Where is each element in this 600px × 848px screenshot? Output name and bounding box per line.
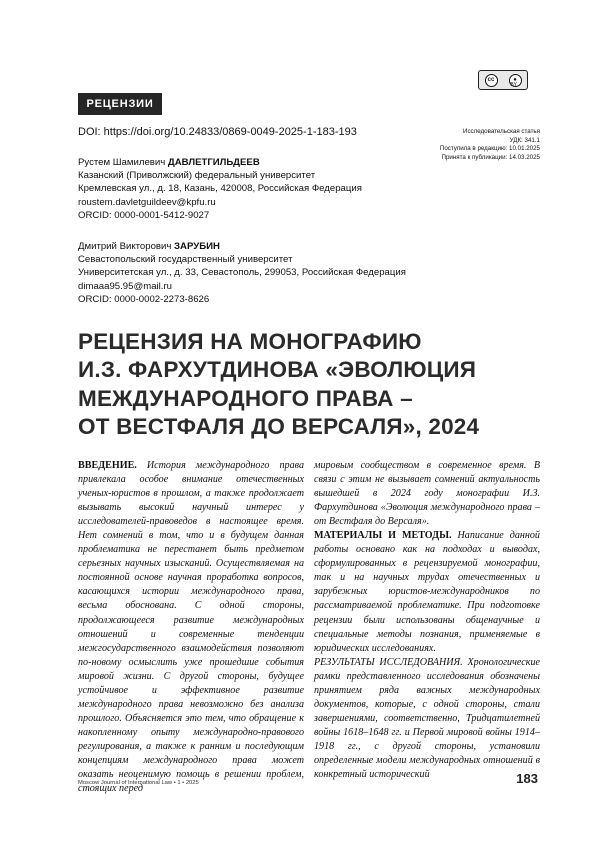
section-heading: ВВЕДЕНИЕ. [78, 460, 137, 471]
received-date: Поступила в редакцию: 10.01.2025 [439, 145, 540, 153]
body-column-right [314, 459, 540, 782]
author-address: Университетская ул., д. 33, Севастополь, 299053, Российская Федерация [78, 267, 406, 279]
article-title [78, 328, 479, 442]
author-name: Рустем Шамилевич ДАВЛЕТГИЛЬДЕЕВ [78, 157, 260, 168]
cc-label: cc [485, 74, 498, 87]
doi-link[interactable]: DOI: https://doi.org/10.24833/0869-0049-2025-1-183-193 [78, 126, 357, 138]
author-block [78, 156, 362, 222]
cc-by-icon [478, 70, 528, 90]
accepted-date: Принята к публикации: 14.03.2025 [441, 153, 540, 161]
page-number: 183 [516, 771, 538, 786]
author-email[interactable]: roustem.davletguildeev@kpfu.ru [78, 196, 216, 208]
udk: УДК: 341.1 [509, 136, 540, 144]
author-orcid[interactable]: ORCID: 0000-0002-2273-8626 [78, 293, 210, 305]
author-org: Севастопольский государственный университет [78, 254, 293, 266]
section-badge: РЕЦЕНЗИИ [78, 93, 162, 115]
paragraph: мировым сообществом в современное время. В связи с этим не вызывает сомнений актуальность вышедшей в 2024 году монографии И.З. Фархутдинова «Эволюция международного права – от Вестфаля до Версаля». [314, 460, 540, 528]
author-org: Казанский (Приволжский) федеральный университет [78, 170, 316, 182]
author-block [78, 240, 406, 306]
article-type: Исследовательская статья [463, 128, 540, 135]
title-line: РЕЦЕНЗИЯ НА МОНОГРАФИЮ [78, 329, 422, 354]
paragraph: Написание данной работы основано как на подходах и выводах, сформулированных в рецензируемой монографии, так и на научных трудах отечественных и зарубежных юристов-международников по рассматриваемой проблематике. При подготовке рецензии были использованы общенаучные и специальные методы познания, применяемые в юридических исследованиях. [314, 530, 540, 654]
paragraph: Хронологические рамки представленного исследования обозначены принятием ряда важных международных документов, которые, с одной стороны, стали завершениями, соответственно, Тридцатилетней войны 1618–1648 гг. и Первой мировой войны 1914–1918 гг., с другой стороны, установили определенные модели международных отношений в конкретный исторический [314, 656, 540, 781]
title-line: И.З. ФАРХУТДИНОВА «ЭВОЛЮЦИЯ [78, 357, 477, 383]
section-heading: РЕЗУЛЬТАТЫ ИССЛЕДОВАНИЯ. [314, 656, 463, 668]
article-meta [440, 128, 540, 162]
author-address: Кремлевская ул., д. 18, Казань, 420008, Российская Федерация [78, 183, 362, 195]
paragraph: История международного права привлекала особое внимание отечественных ученых-юристов в прошлом, а также продолжает вызывать высокий научный интерес у исследователей-правоведов в настоящее время. Нет сомнений в том, что и в будущем данная проблематика не перестанет быть предметом серьезных научных изысканий. Осуществляемая на постоянной основе научная проработка вопросов, касающихся истории международного права, весьма обоснована. С одной стороны, продолжающееся развитие международных отношений и современные тенденции межгосударственного взаимодействия позволяют по-новому осмыслить уже прошедшие события мировой жизни. С другой стороны, будущее устойчивое и эффективное развитие международного права невозможно без анализа прошлого. Объясняется это тем, что обращение к накопленному опыту международно-правового регулирования, а также к ранним и последующим концепциям международного права может оказать неоценимую помощь в решении проблем, стоящих перед [78, 460, 304, 795]
person-icon: ● [509, 74, 522, 87]
by-label: BY [510, 82, 517, 88]
author-email[interactable]: dimaaa95.95@mail.ru [78, 280, 172, 292]
title-line: МЕЖДУНАРОДНОГО ПРАВА – [78, 385, 413, 411]
body-column-left [78, 459, 304, 796]
section-heading: МАТЕРИАЛЫ И МЕТОДЫ. [314, 530, 452, 542]
title-line: ОТ ВЕСТФАЛЯ ДО ВЕРСАЛЯ», 2024 [78, 414, 480, 440]
journal-footer: Moscow Journal of International Law • 1 • 2025 [78, 780, 199, 786]
author-name: Дмитрий Викторович ЗАРУБИН [78, 241, 220, 252]
author-orcid[interactable]: ORCID: 0000-0001-5412-9027 [78, 209, 210, 221]
